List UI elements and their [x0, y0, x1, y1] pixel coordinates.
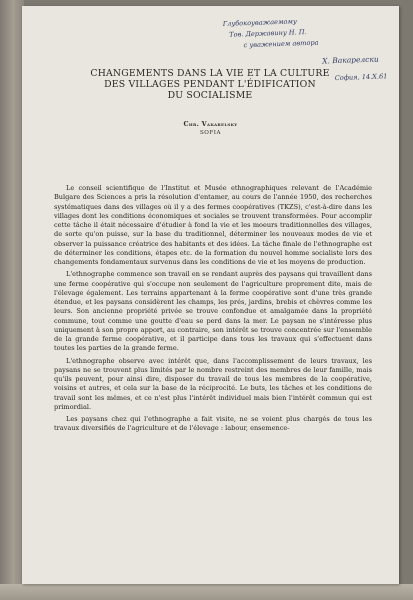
title-line-3: DU SOCIALISME: [167, 90, 253, 101]
document-page: [22, 6, 399, 584]
book-cover-bottom: [0, 584, 413, 600]
paragraph: Le conseil scientifique de l'Institut et Musée ethnographiques relevant de l'Académie Bulgare des Sciences a pris la résolution d'entamer, au cours de l'année 1950, des recherches systématiques dans des villages où il y a des fermes coopératives (TKZS), c'est-à-dire dans les villages dont les conditions économiques et sociales se trouvent transformées. Pour accomplir cette tâche il était nécessaire d'étudier à fond la vie et les moeurs traditionnelles des villages, de sorte qu'on puisse, sur la base du traditionnel, déterminer les nouveaux modes de vie et observer la puissance créatrice des habitants et des idées. La tâche finale de l'ethnographe est de déterminer les conditions, étapes etc. de la formation du nouvel homme socialiste lors des changements fondamentaux survenus dans les conditions de vie et les moyens de production.: [54, 184, 372, 266]
author-city: SOFIA: [199, 130, 222, 136]
paragraph: L'ethnographe observe avec intérêt que, dans l'accomplissement de leurs travaux, les paysans ne se trouvent plus limités par le nombre restreint des membres de leur famille, mais qu'ils peuvent, pour ainsi dire, disposer du travail de tous les membres de la coopérative, voisins et autres, et cela sur la base de la réciprocité. Le buts, les tâches et les conditions de travail sont les mêmes, et ce n'est plus l'intérêt individuel mais bien l'intérêt commun qui est primordial.: [54, 356, 372, 411]
author-name: Chr. Vakarelsky: [183, 120, 238, 128]
paragraph: Les paysans chez qui l'ethnographe a fait visite, ne se voient plus chargés de tous les travaux diversifiés de l'agriculture et de l'élevage : labour, ensemence-: [54, 415, 372, 433]
article-title: [40, 68, 380, 101]
article-body: [54, 184, 372, 437]
title-line-2: DES VILLAGES PENDANT L'ÉDIFICATION: [104, 79, 316, 90]
dedication-line-2: Тов. Державину Н. П.: [229, 28, 307, 39]
dedication-line-1: Глубокоуважаемому: [222, 17, 297, 28]
handwritten-date: София, 14.Х.61: [334, 72, 388, 83]
handwritten-signature: Х. Вакарелски: [322, 54, 379, 66]
author-block: [22, 120, 399, 138]
book-cover-edge: [0, 0, 24, 600]
paragraph: L'ethnographe commence son travail en se rendant auprès des paysans qui travaillent dans une ferme coopérative qui s'occupe non seulement de l'agriculture proprement dite, mais de l'élevage également. Les terrains appartenant à la ferme coopérative sont d'une très grande étendue, et les paysans considèrent les champs, les prés, jardins, brebis et chèvres comme les leurs. Son ancienne propriété privée se trouve confondue et amalgamée dans la propriété commune, tout comme une goutte d'eau se perd dans la mer. Le paysan ne s'intéresse plus uniquement à son propre apport, au contraire, son intérêt se trouve concentrée sur l'ensemble de la grande ferme coopérative, et il participe dans tous les travaux qui s'effectuent dans toutes les parties de la grande ferme.: [54, 270, 372, 353]
title-line-1: CHANGEMENTS DANS LA VIE ET LA CULTURE: [90, 68, 330, 79]
dedication-line-3: с уважением автора: [243, 38, 319, 50]
